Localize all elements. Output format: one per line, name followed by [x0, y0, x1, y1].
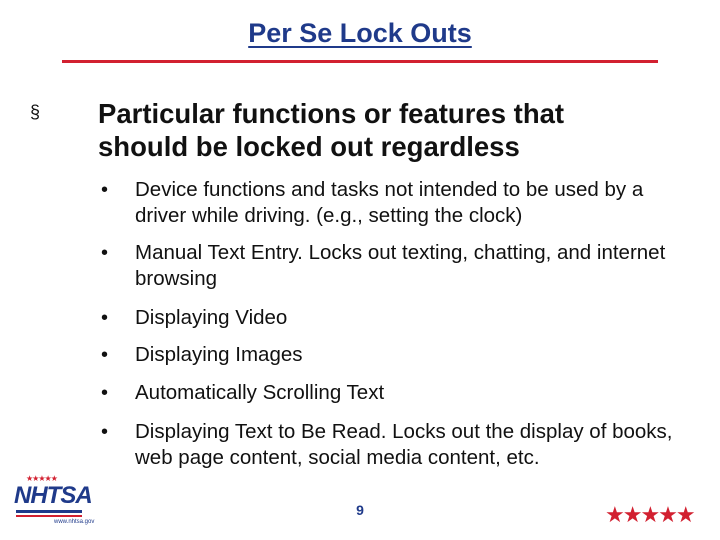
- bullet-icon: •: [101, 179, 109, 201]
- page-number: 9: [356, 502, 364, 518]
- logo-stars-icon: ★★★★★: [26, 474, 57, 483]
- logo-stripe: [16, 510, 82, 513]
- logo-wordmark: NHTSA: [14, 482, 92, 509]
- slide-title: Per Se Lock Outs: [248, 18, 472, 48]
- sub-bullet-text: Displaying Text to Be Read. Locks out the display of books, web page content, social media content, etc.: [135, 420, 673, 469]
- title-divider: [62, 60, 658, 63]
- bullet-icon: •: [101, 421, 109, 443]
- bullet-icon: •: [101, 307, 109, 329]
- bullet-icon: •: [101, 382, 109, 404]
- sub-bullet-text: Device functions and tasks not intended to be used by a driver while driving. (e.g., setting the clock): [135, 178, 644, 227]
- logo-stripe: [16, 515, 82, 517]
- sub-bullet-text: Displaying Video: [135, 306, 288, 329]
- bullet-icon: •: [101, 344, 109, 366]
- nhtsa-logo: [12, 474, 95, 528]
- main-bullet-text: Particular functions or features that should be locked out regardless: [98, 98, 565, 162]
- section-bullet-icon: §: [30, 102, 41, 122]
- sub-bullet-text: Automatically Scrolling Text: [135, 381, 385, 404]
- logo-url: www.nhtsa.gov: [54, 519, 95, 525]
- footer-stars-icon: ★★★★★: [605, 502, 694, 527]
- bullet-icon: •: [101, 242, 109, 264]
- sub-bullet-text: Manual Text Entry. Locks out texting, chatting, and internet browsing: [135, 241, 666, 290]
- sub-bullet-text: Displaying Images: [135, 343, 303, 366]
